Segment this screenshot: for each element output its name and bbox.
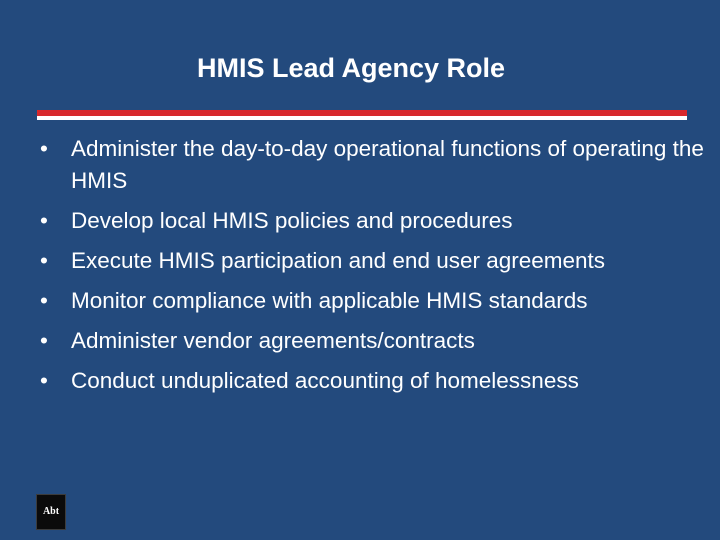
bullet-dot-icon: • — [40, 328, 48, 353]
bullet-dot-icon: • — [40, 288, 48, 313]
bullet-dot-icon: • — [40, 368, 48, 393]
bullet-item — [38, 365, 708, 397]
bullet-item — [38, 205, 708, 237]
divider-white-band — [37, 116, 687, 120]
bullet-list — [38, 133, 708, 405]
bullet-text: Execute HMIS participation and end user agreements — [71, 248, 606, 273]
bullet-item — [38, 133, 708, 197]
bullet-dot-icon: • — [40, 136, 48, 161]
bullet-item — [38, 325, 708, 357]
bullet-item — [38, 245, 708, 277]
bullet-text: Administer the day-to-day operational functions of operating the HMIS — [71, 136, 704, 193]
slide-title: HMIS Lead Agency Role — [196, 53, 506, 83]
title-divider — [37, 110, 687, 121]
bullet-text: Conduct unduplicated accounting of homelessness — [71, 368, 579, 393]
bullet-text: Monitor compliance with applicable HMIS standards — [71, 288, 588, 313]
abt-logo: Abt — [36, 494, 66, 530]
bullet-dot-icon: • — [40, 248, 48, 273]
bullet-item — [38, 285, 708, 317]
bullet-text: Develop local HMIS policies and procedures — [71, 208, 513, 233]
bullet-text: Administer vendor agreements/contracts — [71, 328, 475, 353]
bullet-dot-icon: • — [40, 208, 48, 233]
